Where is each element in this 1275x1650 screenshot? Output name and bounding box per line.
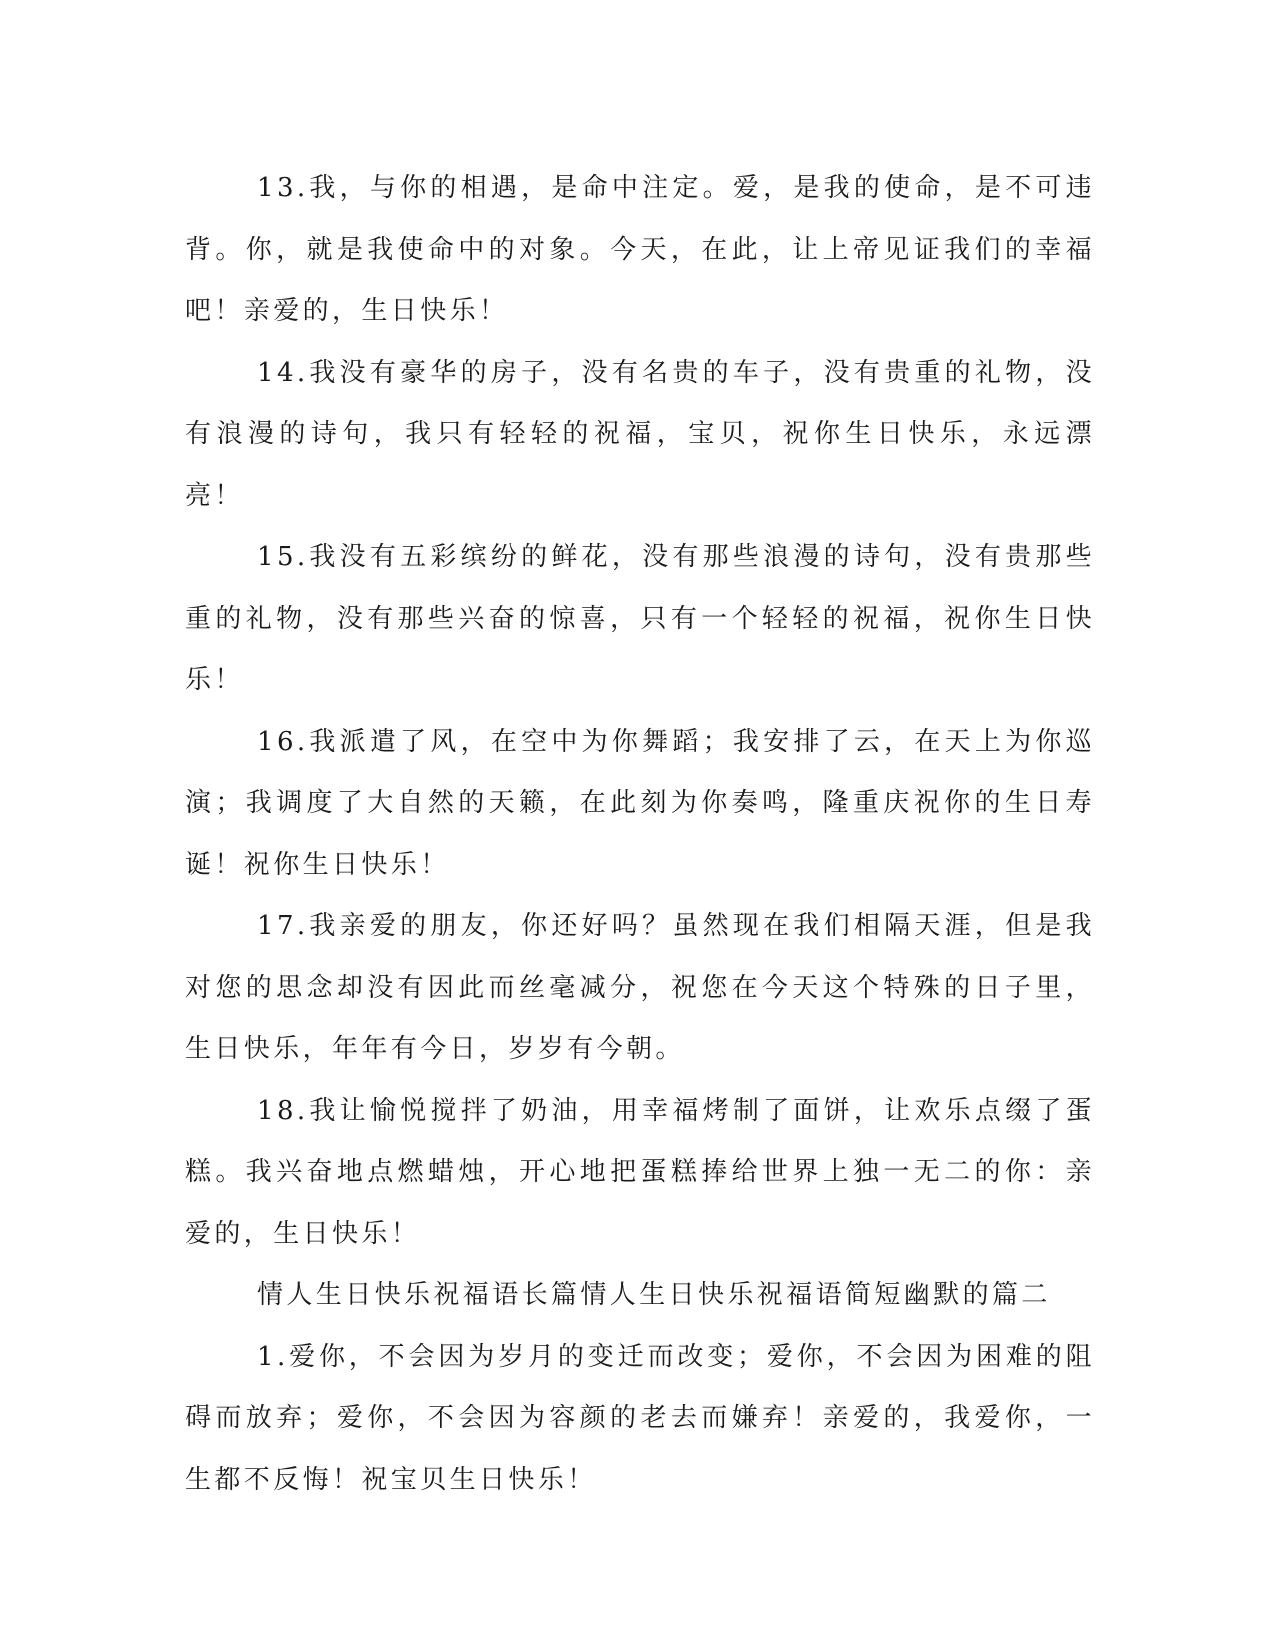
paragraph-14: 14.我没有豪华的房子，没有名贵的车子，没有贵重的礼物，没有浪漫的诗句，我只有轻轻的祝福，宝贝，祝你生日快乐，永远漂亮！ [185,357,1095,511]
paragraph-13: 13.我，与你的相遇，是命中注定。爱，是我的使命，是不可违背。你，就是我使命中的对象。今天，在此，让上帝见证我们的幸福吧！亲爱的，生日快乐！ [185,173,1095,326]
paragraph-16: 16.我派遣了风，在空中为你舞蹈；我安排了云，在天上为你巡演；我调度了大自然的天籁，在此刻为你奏鸣，隆重庆祝你的生日寿诞！祝你生日快乐！ [185,726,1095,880]
paragraph-1: 1.爱你，不会因为岁月的变迁而改变；爱你，不会因为困难的阻碍而放弃；爱你，不会因为容颜的老去而嫌弃！亲爱的，我爱你，一生都不反悔！祝宝贝生日快乐！ [185,1341,1095,1495]
paragraph-17: 17.我亲爱的朋友，你还好吗？虽然现在我们相隔天涯，但是我对您的思念却没有因此而丝毫减分，祝您在今天这个特殊的日子里，生日快乐，年年有今日，岁岁有今朝。 [185,911,1095,1064]
section-heading: 情人生日快乐祝福语长篇情人生日快乐祝福语简短幽默的篇二 [257,1280,1051,1310]
document-body [185,158,1095,1511]
paragraph-15: 15.我没有五彩缤纷的鲜花，没有那些浪漫的诗句，没有贵那些重的礼物，没有那些兴奋的惊喜，只有一个轻轻的祝福，祝你生日快乐！ [185,542,1095,695]
paragraph-18: 18.我让愉悦搅拌了奶油，用幸福烤制了面饼，让欢乐点缀了蛋糕。我兴奋地点燃蜡烛，开心地把蛋糕捧给世界上独一无二的你：亲爱的，生日快乐！ [185,1095,1095,1249]
